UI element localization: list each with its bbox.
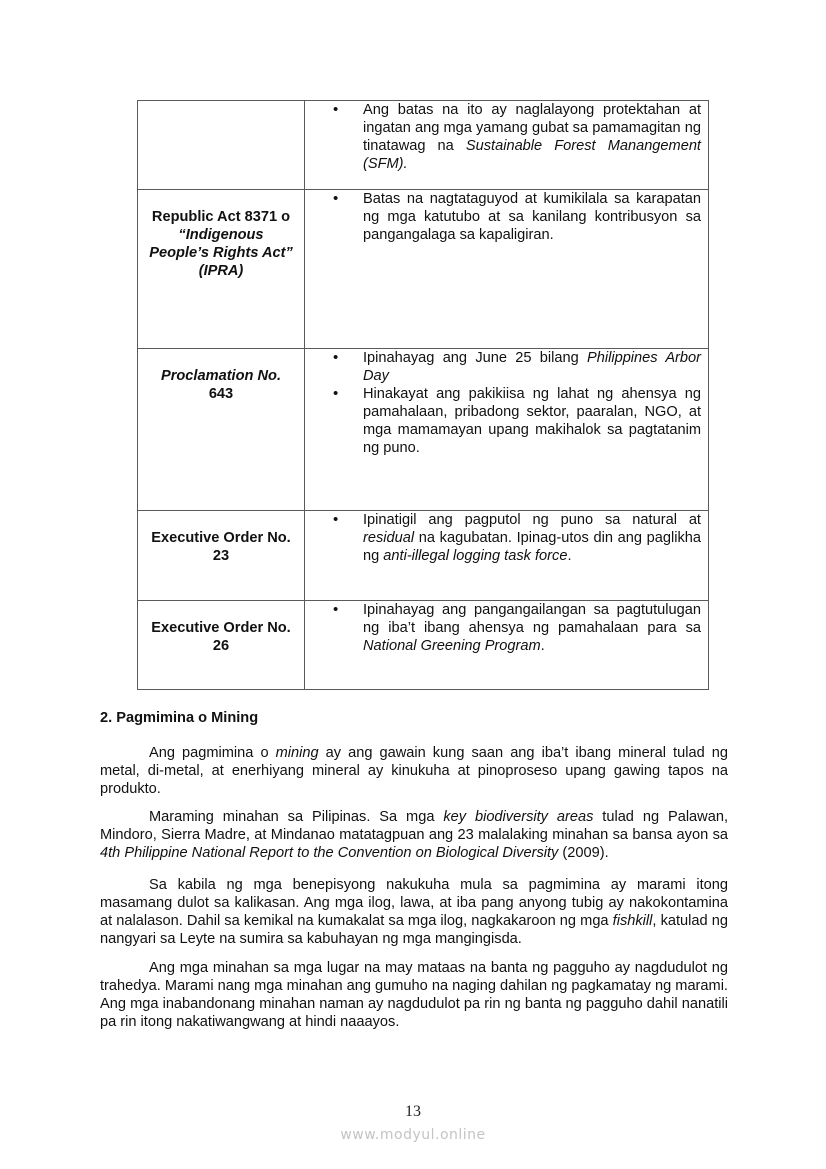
table-row bbox=[138, 511, 709, 601]
table-row bbox=[138, 349, 709, 511]
table-row bbox=[138, 190, 709, 349]
bullet-item: • Ipinahayag ang pangangailangan sa pagtutulugan ng iba’t ibang ahensya ng pamahalaan para sa National Greening Program. bbox=[333, 601, 701, 655]
bullet-item: • Batas na nagtataguyod at kumikilala sa karapatan ng mga katutubo at sa kanilang kontribusyon sa pangangalaga sa kapaligiran. bbox=[333, 190, 701, 244]
law-name-cell bbox=[138, 601, 305, 690]
bullet-list bbox=[333, 190, 701, 244]
bullet-list bbox=[333, 601, 701, 655]
law-name-cell bbox=[138, 190, 305, 349]
law-name-cell bbox=[138, 349, 305, 511]
table-row bbox=[138, 101, 709, 190]
paragraph: Ang mga minahan sa mga lugar na may mataas na banta ng pagguho ay nagdudulot ng trahedya. Marami nang mga minahan ang gumuho na naging dahilan ng pagkamatay ng marami. Ang mga inabandonang minahan naman ay nagdudulot pa rin ng banta ng pagguho dahil nanatili pa rin itong nakatiwangwang at hindi naaayos. bbox=[100, 960, 728, 1030]
law-title-line: Proclamation No. bbox=[160, 368, 281, 384]
law-description-cell bbox=[305, 349, 709, 511]
law-name-cell bbox=[138, 511, 305, 601]
law-title-line: Executive Order No. bbox=[151, 620, 291, 636]
law-title-line: 26 bbox=[212, 638, 230, 654]
section-heading: 2. Pagmimina o Mining bbox=[100, 710, 259, 726]
law-description-cell bbox=[305, 511, 709, 601]
law-description-cell bbox=[305, 601, 709, 690]
bullet-item: • Ang batas na ito ay naglalayong protektahan at ingatan ang mga yamang gubat sa pamamagitan ng tinatawag na Sustainable Forest Manangement (SFM). bbox=[333, 101, 701, 173]
watermark: www.modyul.online bbox=[340, 1127, 486, 1143]
law-description-cell bbox=[305, 101, 709, 190]
law-title-line: Republic Act 8371 o bbox=[151, 209, 291, 225]
paragraph: Ang pagmimina o mining ay ang gawain kung saan ang iba’t ibang mineral tulad ng metal, di-metal, at enerhiyang mineral ay kinukuha at pinoproseso upang gawing tapos na produkto. bbox=[100, 745, 728, 797]
bullet-item: • Ipinahayag ang June 25 bilang Philippines Arbor Day bbox=[333, 349, 701, 385]
law-title-line: 643 bbox=[208, 386, 234, 402]
bullet-list bbox=[333, 349, 701, 457]
law-description-cell bbox=[305, 190, 709, 349]
paragraph: Maraming minahan sa Pilipinas. Sa mga key biodiversity areas tulad ng Palawan, Mindoro, Sierra Madre, at Mindanao matatagpuan ang 23 malalaking minahan sa bansa ayon sa 4th Philippine National Report to the Convention on Biological Diversity (2009). bbox=[100, 809, 729, 861]
law-title-line: Executive Order No. bbox=[151, 530, 291, 546]
table-row bbox=[138, 601, 709, 690]
bullet-item: • Hinakayat ang pakikiisa ng lahat ng ahensya ng pamahalaan, pribadong sektor, paaralan, NGO, at mga mamamayan upang makihalok sa pagtatanim ng puno. bbox=[333, 385, 701, 457]
bullet-list bbox=[333, 101, 701, 173]
law-name-cell bbox=[138, 101, 305, 190]
law-title-line: “Indigenous bbox=[178, 227, 264, 243]
paragraph: Sa kabila ng mga benepisyong nakukuha mula sa pagmimina ay marami itong masamang dulot sa kalikasan. Ang mga ilog, lawa, at iba pang anyong tubig ay nakokontamina at nalalason. Dahil sa kemikal na kumakalat sa mga ilog, nagkakaroon ng mga fishkill, katulad ng nangyari sa Leyte na sumira sa kabuhayan ng mga mangingisda. bbox=[100, 877, 728, 947]
bullet-list bbox=[333, 511, 701, 565]
law-title-line: People’s Rights Act” bbox=[149, 245, 293, 261]
bullet-item: • Ipinatigil ang pagputol ng puno sa natural at residual na kagubatan. Ipinag-utos din ang paglikha ng anti-illegal logging task force. bbox=[333, 511, 701, 565]
law-title-line: 23 bbox=[212, 548, 230, 564]
page-number: 13 bbox=[405, 1103, 421, 1120]
environmental-laws-table bbox=[137, 100, 709, 690]
law-title-line: (IPRA) bbox=[198, 263, 244, 279]
